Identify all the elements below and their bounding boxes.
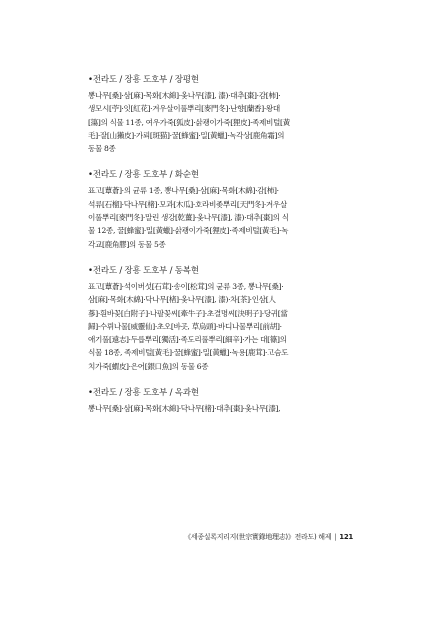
page-number: 121 [339, 533, 353, 541]
text-line: 물 12종, 꿀[蜂蜜]·밀[黃蠟]·삵괭이가죽[狸皮]·족제비털[黃毛]·녹 [88, 226, 289, 236]
section-dongbok [88, 265, 354, 373]
text-line: 식물 18종, 족제비털[黃毛]·꿀[蜂蜜]·밀[黃蠟]·녹용[鹿茸]·고슴도 [88, 348, 289, 358]
text-line: 표고[蕈蒼]·의 균류 1종, 뽕나무[桑]·삼[麻]·목화[木綿]·감[柿]· [88, 186, 279, 196]
section-heading: •전라도 / 장흥 도호부 / 장평현 [88, 75, 199, 85]
section-heading: •전라도 / 장흥 도호부 / 옥과현 [88, 388, 199, 399]
text-line: 치가죽[蝟皮]·은어[銀口魚]의 동물 6종 [88, 361, 209, 371]
text-line: 歸]·수뤼나물[威靈仙]·초오[바곳, 草烏頭]·바디나물뿌리[前胡]· [88, 321, 282, 331]
footer-separator: | [334, 533, 337, 541]
page-footer [184, 532, 353, 542]
text-line: 蔘]·흰바꽃[白附子]·나팔꽃씨[牽牛子]·초결명씨[決明子]·당귀[當 [88, 308, 288, 318]
text-line: 毛]·잘[山獺皮]·가뢰[斑猫]·꿀[蜂蜜]·밀[黃蠟]·녹각상[鹿角霜]의 [88, 130, 285, 140]
text-line: 뽕나무[桑]·삼[麻]·목화[木綿]·닥나무[楮]·대추[棗]·옻나무[漆], [88, 404, 281, 414]
text-line: 석류[石榴]·닥나무[楮]·모과[木瓜]·호라비좆뿌리[天門冬]·겨우살 [88, 199, 287, 209]
text-line: 이풀뿌리[麥門冬]·말린 생강[乾薑]·옻나무[漆], 漆)·대추[棗]의 식 [88, 213, 289, 223]
text-line: 애기풀[遠志]·두릅뿌리[獨活]·족도리풀뿌리[細辛]·가는 대[篠]의 [88, 335, 287, 345]
section-okgwa [88, 387, 354, 415]
text-line: [簜]의 식물 11종, 여우가죽[狐皮]·삵괭이가죽[狸皮]·족제비털[黃 [88, 117, 290, 127]
section-jangpyeong [88, 74, 354, 155]
text-line: 생모시[苧]·잇[紅花]·겨우살이풀뿌리[麥門冬]·난향[蘭香]·왕대 [88, 104, 280, 114]
text-line: 삼[麻]·목화[木綿]·닥나무[楮]·옻나무[漆], 漆)·차[茶]·인삼[人 [88, 295, 276, 305]
section-heading: •전라도 / 장흥 도호부 / 동복현 [88, 265, 199, 276]
text-line: 각교[鹿角膠]의 동물 5종 [88, 239, 166, 249]
page-content [88, 74, 354, 429]
footer-book-title: 《세종실록지리지(世宗實錄地理志)》전라도) 해제 [184, 533, 332, 541]
text-line: 뽕나무[桑]·삼[麻]·목화[木綿]·옻나무[漆], 漆)·대추[棗]·감[柿]· [88, 91, 281, 100]
text-line: 동물 8종 [88, 144, 116, 154]
section-hwasun [88, 169, 354, 250]
text-line: 표고[蕈蒼]·석이버섯[石茸]·송이[松茸]의 균류 3종, 뽕나무[桑]· [88, 281, 284, 291]
section-heading: •전라도 / 장흥 도호부 / 화순현 [88, 170, 199, 181]
